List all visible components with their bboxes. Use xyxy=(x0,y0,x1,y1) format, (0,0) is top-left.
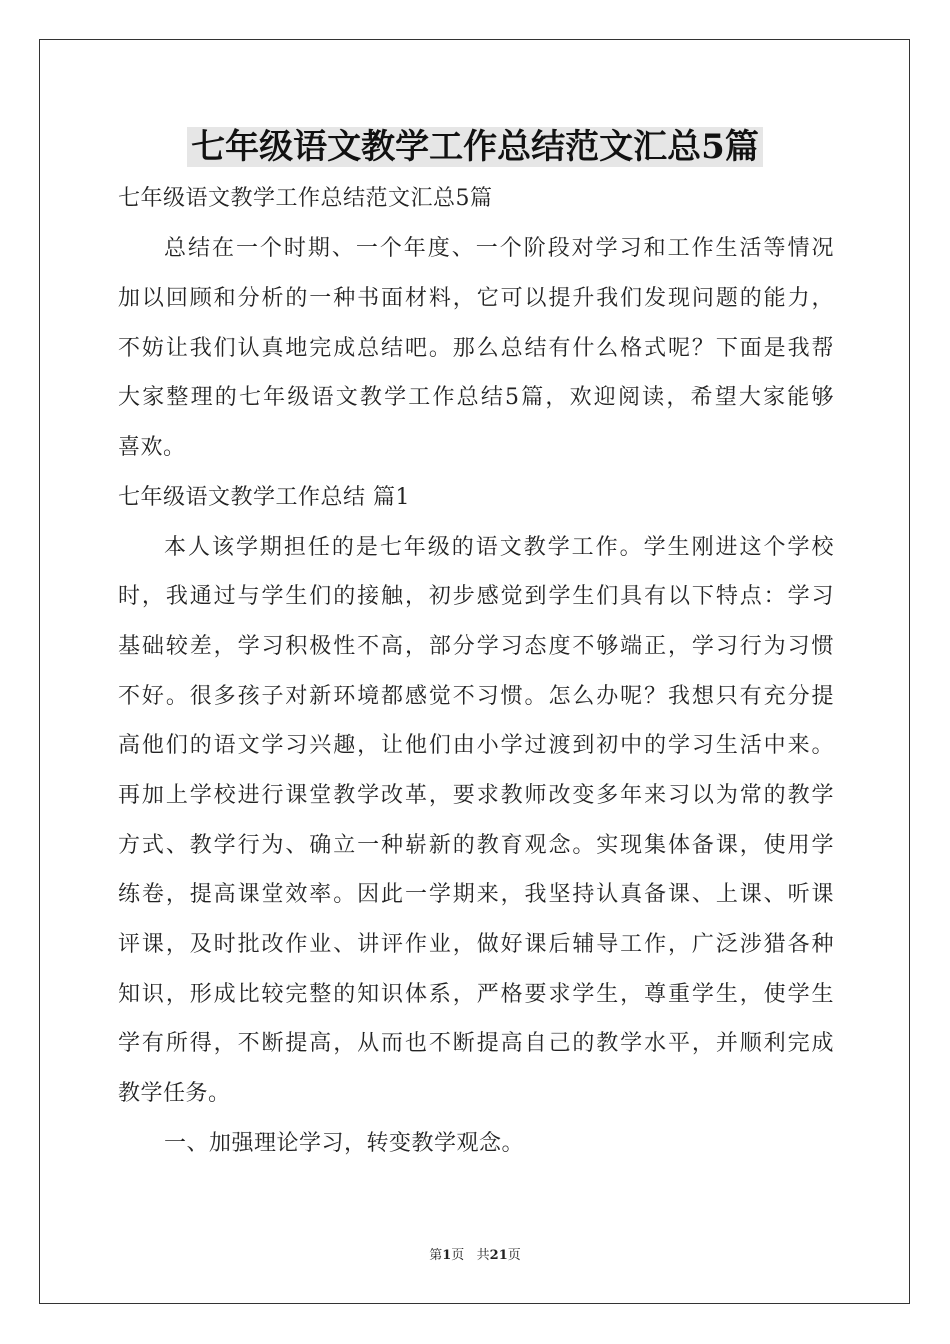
body-line: 知识，形成比较完整的知识体系，严格要求学生，尊重学生，使学生 xyxy=(118,982,834,1007)
body-line: 学有所得，不断提高，从而也不断提高自己的教学水平，并顺利完成 xyxy=(118,1031,834,1056)
body-line: 不好。很多孩子对新环境都感觉不习惯。怎么办呢？我想只有充分提 xyxy=(118,684,834,709)
body-line: 教学任务。 xyxy=(118,1081,231,1106)
intro-line: 总结在一个时期、一个年度、一个阶段对学习和工作生活等情况 xyxy=(164,236,834,261)
document-subtitle: 七年级语文教学工作总结范文汇总5篇 xyxy=(118,186,493,211)
page-frame xyxy=(39,39,910,1304)
section-heading: 七年级语文教学工作总结 篇1 xyxy=(118,485,410,510)
body-line: 高他们的语文学习兴趣，让他们由小学过渡到初中的学习生活中来。 xyxy=(118,733,834,758)
body-line: 评课，及时批改作业、讲评作业，做好课后辅导工作，广泛涉猎各种 xyxy=(118,932,834,957)
intro-line: 不妨让我们认真地完成总结吧。那么总结有什么格式呢？下面是我帮 xyxy=(118,336,834,361)
body-line: 时，我通过与学生们的接触，初步感觉到学生们具有以下特点：学习 xyxy=(118,584,834,609)
body-line: 基础较差，学习积极性不高，部分学习态度不够端正，学习行为习惯 xyxy=(118,634,834,659)
document-title xyxy=(0,122,950,172)
body-line: 方式、教学行为、确立一种崭新的教育观念。实现集体备课，使用学 xyxy=(118,833,834,858)
body-line: 再加上学校进行课堂教学改革，要求教师改变多年来习以为常的教学 xyxy=(118,783,834,808)
page-footer xyxy=(0,1246,950,1266)
document-title-text: 七年级语文教学工作总结范文汇总5篇 xyxy=(187,127,763,167)
intro-line: 大家整理的七年级语文教学工作总结5篇，欢迎阅读，希望大家能够 xyxy=(118,385,834,410)
body-line: 本人该学期担任的是七年级的语文教学工作。学生刚进这个学校 xyxy=(164,535,834,560)
footer-mid: 页 共 xyxy=(451,1248,490,1263)
body-line: 练卷，提高课堂效率。因此一学期来，我坚持认真备课、上课、听课 xyxy=(118,882,834,907)
point-heading: 一、加强理论学习，转变教学观念。 xyxy=(164,1131,525,1156)
intro-line: 加以回顾和分析的一种书面材料，它可以提升我们发现问题的能力， xyxy=(118,286,834,311)
intro-line: 喜欢。 xyxy=(118,435,186,460)
footer-current-page: 1 xyxy=(442,1248,452,1263)
footer-prefix: 第 xyxy=(429,1248,443,1263)
footer-total-pages: 21 xyxy=(489,1248,508,1263)
footer-suffix: 页 xyxy=(507,1248,521,1263)
